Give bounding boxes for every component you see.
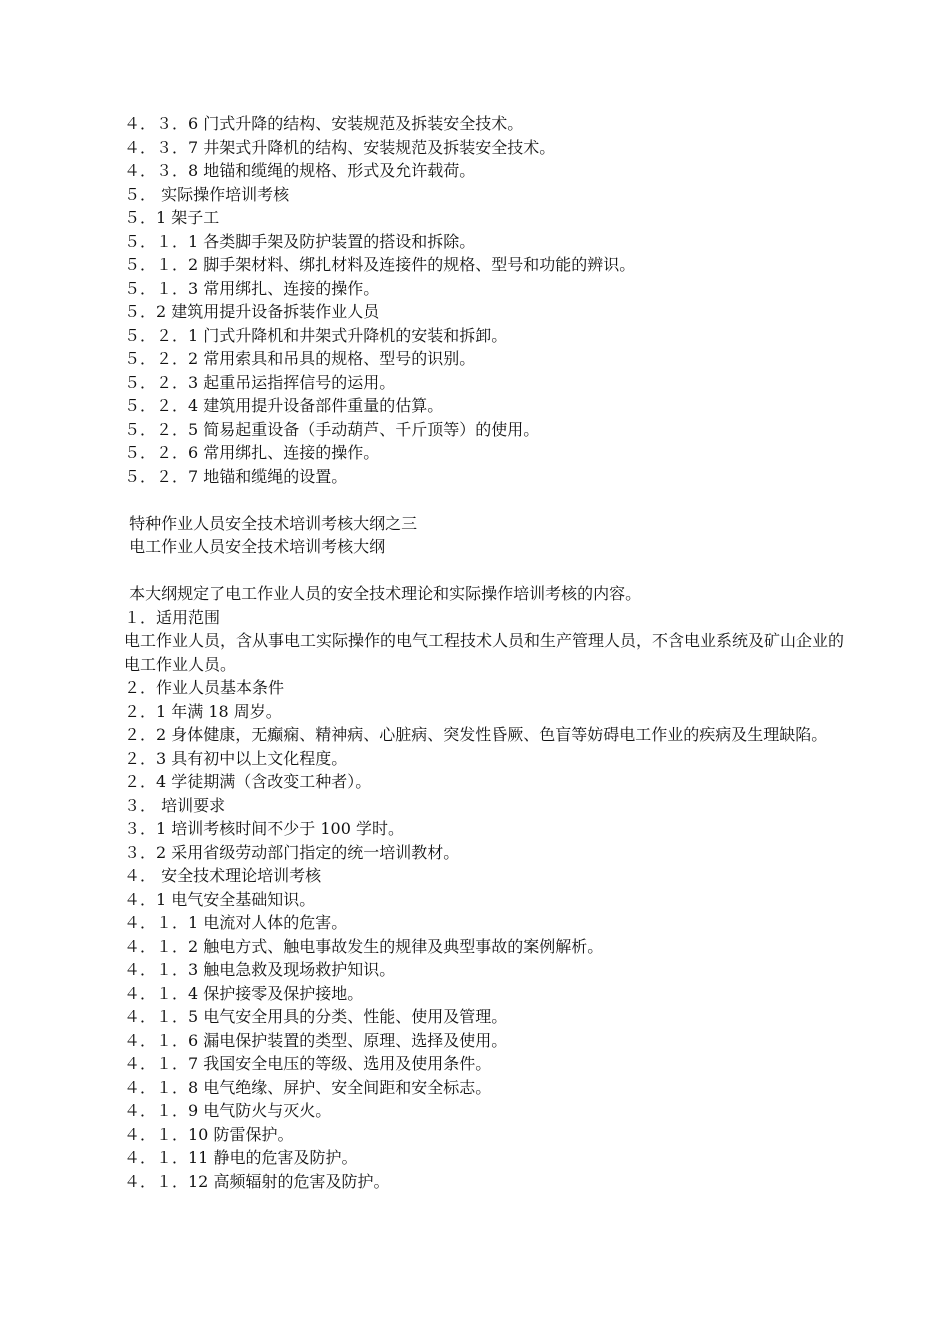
list-item: ５．２．1 门式升降机和井架式升降机的安装和拆卸。 [124, 325, 508, 345]
intro-paragraph: 本大纲规定了电工作业人员的安全技术理论和实际操作培训考核的内容。 [124, 584, 642, 603]
list-item: ５．１．3 常用绑扎、连接的操作。 [124, 278, 380, 298]
document-title-series: 特种作业人员安全技术培训考核大纲之三 [124, 513, 418, 533]
document-page [124, 112, 844, 1193]
subsection-heading: ５．1 架子工 [124, 208, 220, 227]
list-item: ４．１．3 触电急救及现场救护知识。 [124, 960, 396, 979]
section-heading: ３． 培训要求 [124, 795, 226, 815]
list-item: ５．２．6 常用绑扎、连接的操作。 [124, 443, 380, 462]
list-item: ５．２．3 起重吊运指挥信号的运用。 [124, 372, 396, 392]
list-item: ５．２．5 简易起重设备（手动葫芦、千斤顶等）的使用。 [124, 419, 540, 439]
subsection-heading: ５．2 建筑用提升设备拆装作业人员 [124, 302, 380, 321]
list-item: ３．2 采用省级劳动部门指定的统一培训教材。 [124, 842, 460, 862]
spacer [124, 559, 844, 583]
list-item: ４．３．7 井架式升降机的结构、安装规范及拆装安全技术。 [124, 137, 556, 157]
list-item: ５．１．1 各类脚手架及防护装置的搭设和拆除。 [124, 231, 476, 251]
list-item: ２．2 身体健康，无癫痫、精神病、心脏病、突发性昏厥、色盲等妨碍电工作业的疾病及生理缺陷。 [124, 725, 828, 744]
list-item: ２．3 具有初中以上文化程度。 [124, 748, 348, 768]
list-item: ５．２．2 常用索具和吊具的规格、型号的识别。 [124, 349, 476, 368]
list-item: ４．１．2 触电方式、触电事故发生的规律及典型事故的案例解析。 [124, 936, 604, 956]
list-item: ４．１．5 电气安全用具的分类、性能、使用及管理。 [124, 1007, 508, 1026]
list-item: ４．１．11 静电的危害及防护。 [124, 1148, 358, 1167]
list-item: ４．１．4 保护接零及保护接地。 [124, 983, 364, 1003]
scope-paragraph: 电工作业人员，含从事电工实际操作的电气工程技术人员和生产管理人员，不含电业系统及矿山企业的电工作业人员。 [124, 631, 845, 674]
list-item: ４．３．6 门式升降的结构、安装规范及拆装安全技术。 [124, 114, 524, 133]
section-heading: ５． 实际操作培训考核 [124, 184, 290, 204]
list-item: ２．4 学徒期满（含改变工种者）。 [124, 772, 372, 791]
section-heading: １．适用范围 [124, 607, 221, 627]
list-item: ４．１．9 电气防火与灭火。 [124, 1101, 332, 1120]
list-item: ４．１．10 防雷保护。 [124, 1124, 294, 1144]
document-title: 电工作业人员安全技术培训考核大纲 [124, 537, 386, 556]
list-item: ４．１．12 高频辐射的危害及防护。 [124, 1171, 390, 1191]
list-item: ２．1 年满 18 周岁。 [124, 701, 282, 721]
list-item: ３．1 培训考核时间不少于 100 学时。 [124, 819, 404, 838]
spacer [124, 488, 844, 512]
list-item: ４．１．1 电流对人体的危害。 [124, 913, 348, 932]
section-heading: ４． 安全技术理论培训考核 [124, 866, 322, 885]
list-item: ５．２．4 建筑用提升设备部件重量的估算。 [124, 396, 444, 415]
list-item: ４．１．6 漏电保护装置的类型、原理、选择及使用。 [124, 1030, 508, 1050]
list-item: ４．１．8 电气绝缘、屏护、安全间距和安全标志。 [124, 1077, 492, 1097]
list-item: ４．３．8 地锚和缆绳的规格、形式及允许载荷。 [124, 161, 476, 180]
list-item: ４．１．7 我国安全电压的等级、选用及使用条件。 [124, 1054, 492, 1073]
section-heading: ２．作业人员基本条件 [124, 678, 285, 697]
subsection-heading: ４．1 电气安全基础知识。 [124, 889, 316, 909]
list-item: ５．１．2 脚手架材料、绑扎材料及连接件的规格、型号和功能的辨识。 [124, 255, 636, 274]
list-item: ５．２．7 地锚和缆绳的设置。 [124, 466, 348, 486]
